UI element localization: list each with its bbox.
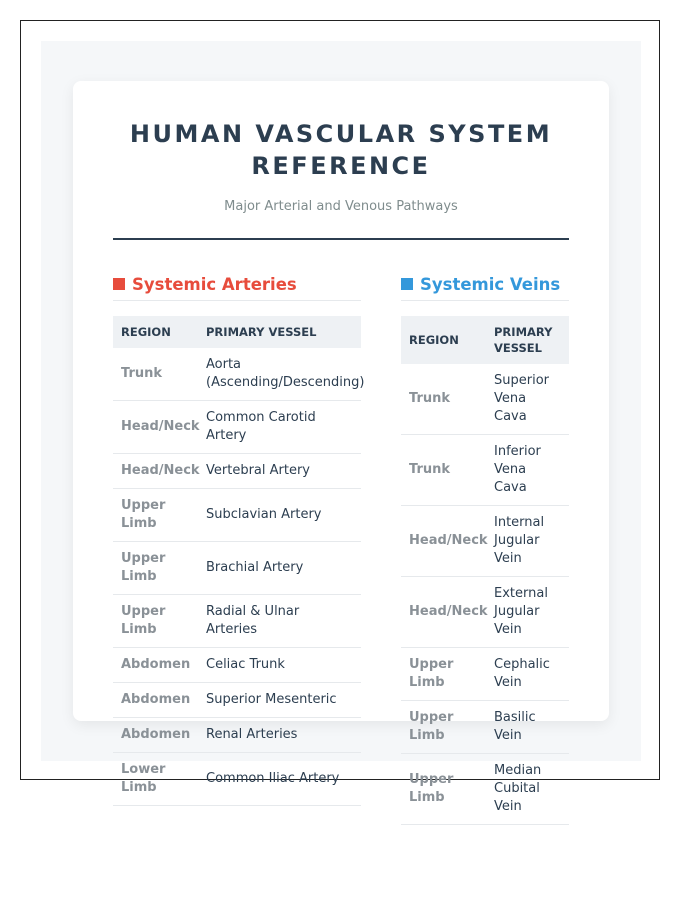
arteries-heading [113, 272, 361, 301]
card-content [113, 118, 569, 814]
vessel-cell: Common Iliac Artery [198, 753, 361, 806]
table-row [113, 648, 361, 683]
vessel-cell: Superior Vena Cava [486, 364, 569, 435]
region-cell: Head/Neck [113, 454, 198, 489]
region-cell: Abdomen [113, 718, 198, 753]
region-cell: Lower Limb [113, 753, 198, 806]
veins-title: Systemic Veins [420, 274, 561, 294]
vessel-cell: Subclavian Artery [198, 489, 361, 542]
column-header-vessel: PRIMARY VESSEL [198, 316, 361, 348]
vessel-cell: Cephalic Vein [486, 648, 569, 701]
vessel-cell: Superior Mesenteric [198, 683, 361, 718]
region-cell: Upper Limb [113, 595, 198, 648]
vessel-cell: Radial & Ulnar Arteries [198, 595, 361, 648]
veins-section [401, 272, 569, 825]
title-divider [113, 238, 569, 240]
vessel-cell: Vertebral Artery [198, 454, 361, 489]
veins-heading [401, 272, 569, 301]
table-row [401, 506, 569, 577]
vessel-cell: Common Carotid Artery [198, 401, 361, 454]
table-header-row [113, 316, 361, 348]
table-row [113, 401, 361, 454]
region-cell: Upper Limb [113, 489, 198, 542]
table-row [401, 364, 569, 435]
region-cell: Upper Limb [401, 648, 486, 701]
table-header-row [401, 316, 569, 364]
vessel-cell: Aorta (Ascending/Descending) [198, 348, 361, 401]
vessel-cell: Median Cubital Vein [486, 754, 569, 825]
vessel-cell: Basilic Vein [486, 701, 569, 754]
region-cell: Trunk [401, 435, 486, 506]
table-row [113, 348, 361, 401]
vessel-cell: External Jugular Vein [486, 577, 569, 648]
veins-table [401, 316, 569, 825]
vessel-cell: Brachial Artery [198, 542, 361, 595]
vessel-cell: Internal Jugular Vein [486, 506, 569, 577]
region-cell: Trunk [401, 364, 486, 435]
table-row [401, 648, 569, 701]
region-cell: Upper Limb [113, 542, 198, 595]
table-row [113, 683, 361, 718]
table-row [401, 435, 569, 506]
region-cell: Abdomen [113, 648, 198, 683]
column-header-region: REGION [113, 316, 198, 348]
region-cell: Upper Limb [401, 701, 486, 754]
column-header-vessel: PRIMARY VESSEL [486, 316, 569, 364]
vessel-cell: Celiac Trunk [198, 648, 361, 683]
arteries-title: Systemic Arteries [132, 274, 297, 294]
region-cell: Trunk [113, 348, 198, 401]
arteries-table [113, 316, 365, 806]
region-cell: Head/Neck [401, 577, 486, 648]
arteries-table-body [113, 348, 365, 806]
table-row [401, 577, 569, 648]
region-cell: Upper Limb [401, 754, 486, 825]
arteries-section [113, 272, 365, 806]
table-row [401, 754, 569, 825]
tables-container [113, 272, 569, 814]
red-square-icon [113, 278, 125, 290]
region-cell: Head/Neck [401, 506, 486, 577]
vessel-cell: Renal Arteries [198, 718, 361, 753]
veins-table-body [401, 364, 569, 825]
table-row [113, 454, 361, 489]
blue-square-icon [401, 278, 413, 290]
region-cell: Head/Neck [113, 401, 198, 454]
region-cell: Abdomen [113, 683, 198, 718]
table-row [113, 542, 361, 595]
vessel-cell: Inferior Vena Cava [486, 435, 569, 506]
table-row [113, 718, 361, 753]
table-row [113, 595, 361, 648]
table-row [113, 753, 361, 806]
table-row [401, 701, 569, 754]
page-subtitle: Major Arterial and Venous Pathways [224, 199, 458, 214]
page-title: HUMAN VASCULAR SYSTEM REFERENCE [129, 120, 553, 180]
table-row [113, 489, 361, 542]
column-header-region: REGION [401, 316, 486, 364]
